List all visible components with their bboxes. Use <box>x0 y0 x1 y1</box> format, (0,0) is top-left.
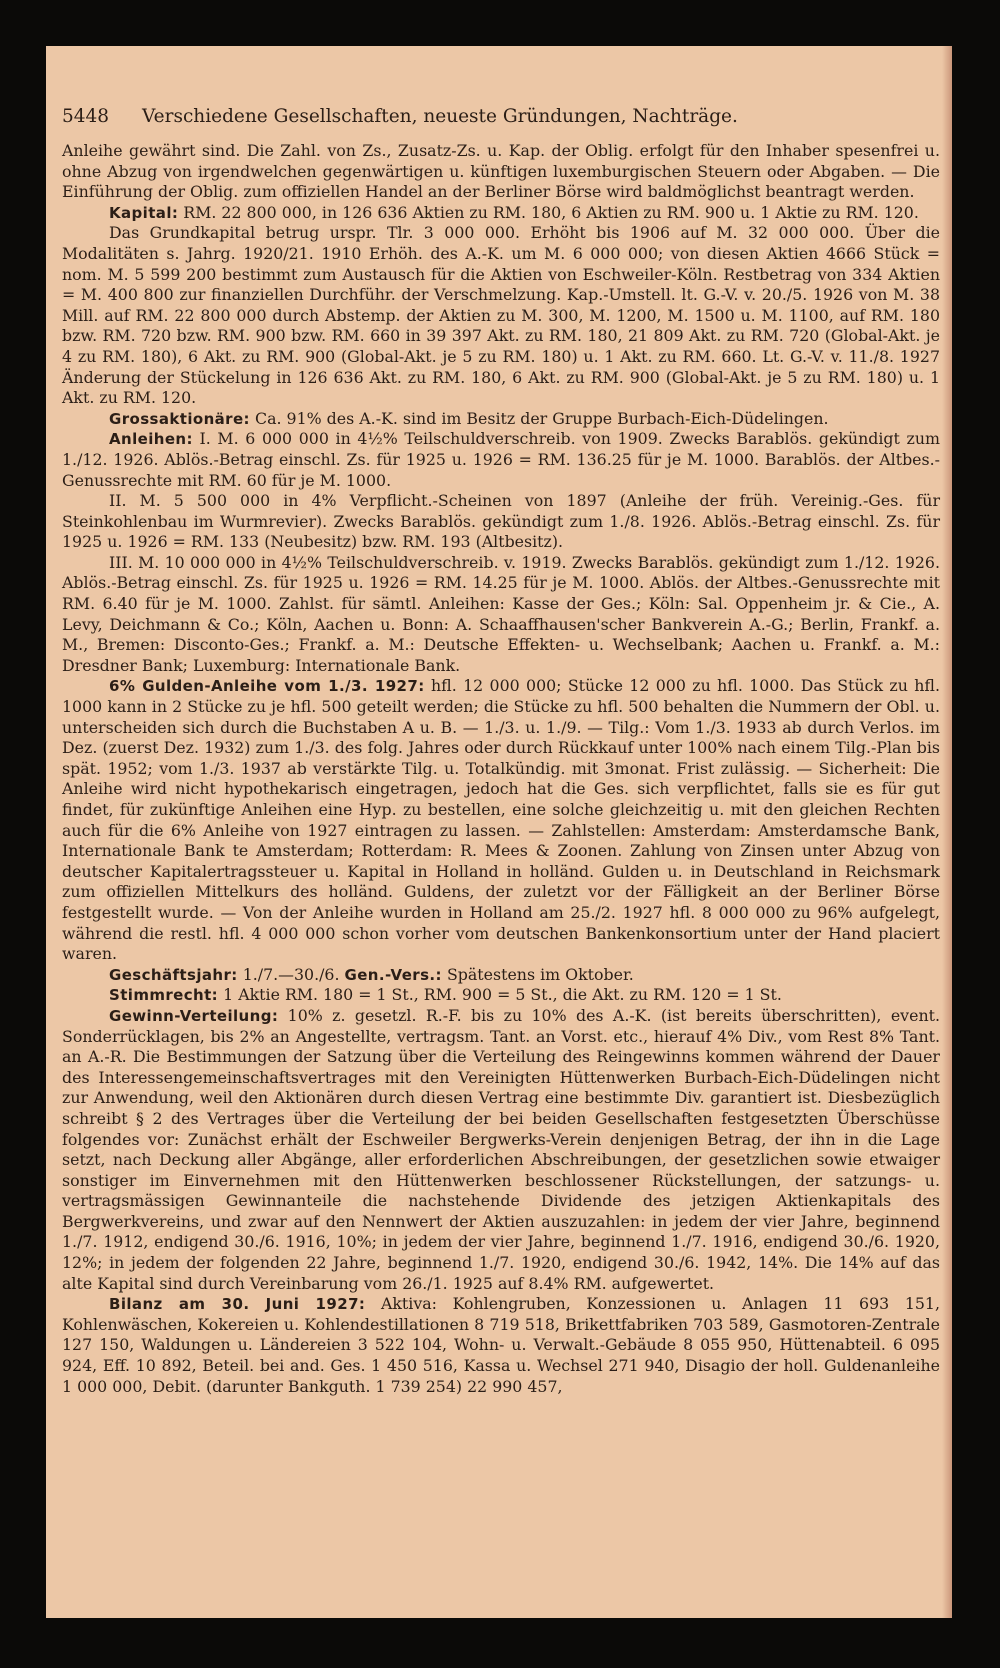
section-label: Gewinn-Verteilung: <box>109 1006 279 1025</box>
section-label: 6% Gulden-Anleihe vom 1./3. 1927: <box>109 677 425 696</box>
document-page <box>46 46 952 1618</box>
paragraph-anleihe-continuation: Anleihe gewährt sind. Die Zahl. von Zs., Zusatz-Zs. u. Kap. der Oblig. erfolgt für den Inhaber spesenfrei u. ohne Abzug von irgendwelchen gegenwärtigen u. künftigen luxemburgischen Steuern oder Abgaben. — Die Einführung der Oblig. zum offiziellen Handel an der Berliner Börse wird baldmöglichst beantragt werden. <box>62 141 940 202</box>
paragraph-geschaeftsjahr: Geschäftsjahr: 1./7.—30./6. Gen.-Vers.: Spätestens im Oktober. <box>109 964 634 984</box>
page-number: 5448 <box>62 106 110 127</box>
paragraph-grundkapital: Das Grundkapital betrug urspr. Tlr. 3 000 000. Erhöht bis 1906 auf M. 32 000 000. Über die Modalitäten s. Jahrg. 1920/21. 1910 Erhöh. des A.-K. um M. 6 000 000; von diesen Aktien 4666 Stück = nom. M. 5 599 200 bestimmt zum Austausch für die Aktien von Eschweiler-Köln. Restbetrag von 334 Aktien = M. 400 800 zur finanziellen Durchführ. der Verschmelzung. Kap.-Umstell. lt. G.-V. v. 20./5. 1926 von M. 38 Mill. auf RM. 22 800 000 durch Abstemp. der Aktien zu M. 300, M. 1200, M. 1500 u. M. 1100, auf RM. 180 bzw. RM. 720 bzw. RM. 900 bzw. RM. 660 in 39 397 Akt. zu RM. 180, 21 809 Akt. zu RM. 720 (Global-Akt. je 4 zu RM. 180), 6 Akt. zu RM. 900 (Global-Akt. je 5 zu RM. 180) u. 1 Akt. zu RM. 660. Lt. G.-V. v. 11./8. 1927 Änderung der Stückelung in 126 636 Akt. zu RM. 180, 6 Akt. zu RM. 900 (Global-Akt. je 5 zu RM. 180) u. 1 Akt. zu RM. 120. <box>62 223 940 408</box>
paragraph-stimmrecht: Stimmrecht: 1 Aktie RM. 180 = 1 St., RM. 900 = 5 St., die Akt. zu RM. 120 = 1 St. <box>109 985 782 1005</box>
section-label: Kapital: <box>109 203 179 222</box>
running-title: Verschiedene Gesellschaften, neueste Gründungen, Nachträge. <box>142 106 738 127</box>
paragraph-anleihen-1: Anleihen: I. M. 6 000 000 in 4½% Teilschuldverschreib. von 1909. Zwecks Barablös. gekündigt zum 1./12. 1926. Ablös.-Betrag einschl. Zs. für 1925 u. 1926 = RM. 136.25 für je M. 1000. Barablös. der Altbes.-Genussrechte mit RM. 60 für je M. 1000. <box>62 429 940 490</box>
paragraph-bilanz: Bilanz am 30. Juni 1927: Aktiva: Kohlengruben, Konzessionen u. Anlagen 11 693 151, Kohlenwäschen, Kokereien u. Kohlendestillationen 8 719 518, Brikettfabriken 703 589, Gasmotoren-Zentrale 127 150, Waldungen u. Ländereien 3 522 104, Wohn- u. Verwalt.-Gebäude 8 055 950, Hüttenabteil. 6 095 924, Eff. 10 892, Beteil. bei and. Ges. 1 450 516, Kassa u. Wechsel 271 940, Disagio der holl. Guldenanleihe 1 000 000, Debit. (darunter Bankguth. 1 739 254) 22 990 457, <box>62 1294 940 1396</box>
section-label: Grossaktionäre: <box>109 409 250 428</box>
section-label: Bilanz am 30. Juni 1927: <box>109 1295 366 1314</box>
paragraph-gulden-anleihe: 6% Gulden-Anleihe vom 1./3. 1927: hfl. 12 000 000; Stücke 12 000 zu hfl. 1000. Das Stück zu hfl. 1000 kann in 2 Stücke zu je hfl. 500 geteilt werden; die Stücke zu hfl. 500 behalten die Nummern der Obl. u. unterscheiden sich durch die Buchstaben A u. B. — 1./3. u. 1./9. — Tilg.: Vom 1./3. 1933 ab durch Verlos. im Dez. (zuerst Dez. 1932) zum 1./3. des folg. Jahres oder durch Rückkauf unter 100% nach einem Tilg.-Plan bis spät. 1952; vom 1./3. 1937 ab verstärkte Tilg. u. Totalkündig. mit 3monat. Frist zulässig. — Sicherheit: Die Anleihe wird nicht hypothekarisch eingetragen, jedoch hat die Ges. sich verpflichtet, falls sie es für gut findet, für zukünftige Anleihen eine Hyp. zu bestellen, eine solche gleichzeitig u. mit den gleichen Rechten auch für die 6% Anleihe von 1927 eintragen zu lassen. — Zahlstellen: Amsterdam: Amsterdamsche Bank, Internationale Bank te Amsterdam; Rotterdam: R. Mees & Zoonen. Zahlung von Zinsen unter Abzug von deutscher Kapitalertragssteuer u. Kapital in Holland in holländ. Gulden u. in Deutschland in Reichsmark zum offiziellen Mittelkurs des holländ. Guldens, der zuletzt vor der Fälligkeit an der Berliner Börse festgestellt wurde. — Von der Anleihe wurden in Holland am 25./2. 1927 hfl. 8 000 000 zu 96% aufgelegt, während die restl. hfl. 4 000 000 schon vorher vom deutschen Bankenkonsortium unter der Hand placiert waren. <box>62 676 940 964</box>
paragraph-anleihen-3: III. M. 10 000 000 in 4½% Teilschuldverschreib. v. 1919. Zwecks Barablös. gekündigt zum 1./12. 1926. Ablös.-Betrag einschl. Zs. für 1925 u. 1926 = RM. 14.25 für je M. 1000. Ablös. der Altbes.-Genussrechte mit RM. 6.40 für je M. 1000. Zahlst. für sämtl. Anleihen: Kasse der Ges.; Köln: Sal. Oppenheim jr. & Cie., A. Levy, Deichmann & Co.; Köln, Aachen u. Bonn: A. Schaaffhausen'scher Bankverein A.-G.; Berlin, Frankf. a. M., Bremen: Disconto-Ges.; Frankf. a. M.: Deutsche Effekten- u. Wechselbank; Aachen u. Frankf. a. M.: Dresdner Bank; Luxemburg: Internationale Bank. <box>62 552 940 675</box>
section-label: Gen.-Vers.: <box>344 965 442 984</box>
section-label: Stimmrecht: <box>109 986 219 1005</box>
paragraph-anleihen-2: II. M. 5 500 000 in 4% Verpflicht.-Scheinen von 1897 (Anleihe der früh. Vereinig.-Ges. für Steinkohlenbau im Wurmrevier). Zwecks Barablös. gekündigt zum 1./8. 1926. Ablös.-Betrag einschl. Zs. für 1925 u. 1926 = RM. 133 (Neubesitz) bzw. RM. 193 (Altbesitz). <box>62 491 940 552</box>
paragraph-gewinn-verteilung: Gewinn-Verteilung: 10% z. gesetzl. R.-F. bis zu 10% des A.-K. (ist bereits überschritten), event. Sonderrücklagen, bis 2% an Angestellte, vertragsm. Tant. an Vorst. etc., hierauf 4% Div., vom Rest 8% Tant. an A.-R. Die Bestimmungen der Satzung über die Verteilung des Reingewinns kommen während der Dauer des Interessengemeinschaftsvertrages mit den Vereinigten Hüttenwerken Burbach-Eich-Düdelingen nicht zur Anwendung, weil den Aktionären durch diesen Vertrag eine bestimmte Div. garantiert ist. Diesbezüglich schreibt § 2 des Vertrages über die Verteilung der bei beiden Gesellschaften festgesetzten Überschüsse folgendes vor: Zunächst erhält der Eschweiler Bergwerks-Verein denjenigen Betrag, der ihn in die Lage setzt, nach Deckung aller Abgänge, aller erforderlichen Abschreibungen, der gesetzlichen sowie etwaiger sonstiger im Einvernehmen mit den Hüttenwerken beschlossener Rückstellungen, der satzungs- u. vertragsmässigen Gewinnanteile die nachstehende Dividende des jetzigen Aktienkapitals des Bergwerkvereins, und zwar auf den Nennwert der Aktien auszuzahlen: in jedem der vier Jahre, beginnend 1./7. 1912, endigend 30./6. 1916, 10%; in jedem der vier Jahre, beginnend 1./7. 1916, endigend 30./6. 1920, 12%; in jedem der folgenden 22 Jahre, beginnend 1./7. 1920, endigend 30./6. 1942, 14%. Die 14% auf das alte Kapital sind durch Vereinbarung vom 26./1. 1925 auf 8.4% RM. aufgewertet. <box>62 1005 940 1293</box>
paragraph-kapital: Kapital: RM. 22 800 000, in 126 636 Aktien zu RM. 180, 6 Aktien zu RM. 900 u. 1 Aktie zu RM. 120. <box>109 202 919 222</box>
paragraph-grossaktionaere: Grossaktionäre: Ca. 91% des A.-K. sind im Besitz der Gruppe Burbach-Eich-Düdelingen. <box>109 408 829 428</box>
page-header <box>62 106 940 127</box>
section-label: Geschäftsjahr: <box>109 965 238 984</box>
section-label: Anleihen: <box>109 430 193 449</box>
